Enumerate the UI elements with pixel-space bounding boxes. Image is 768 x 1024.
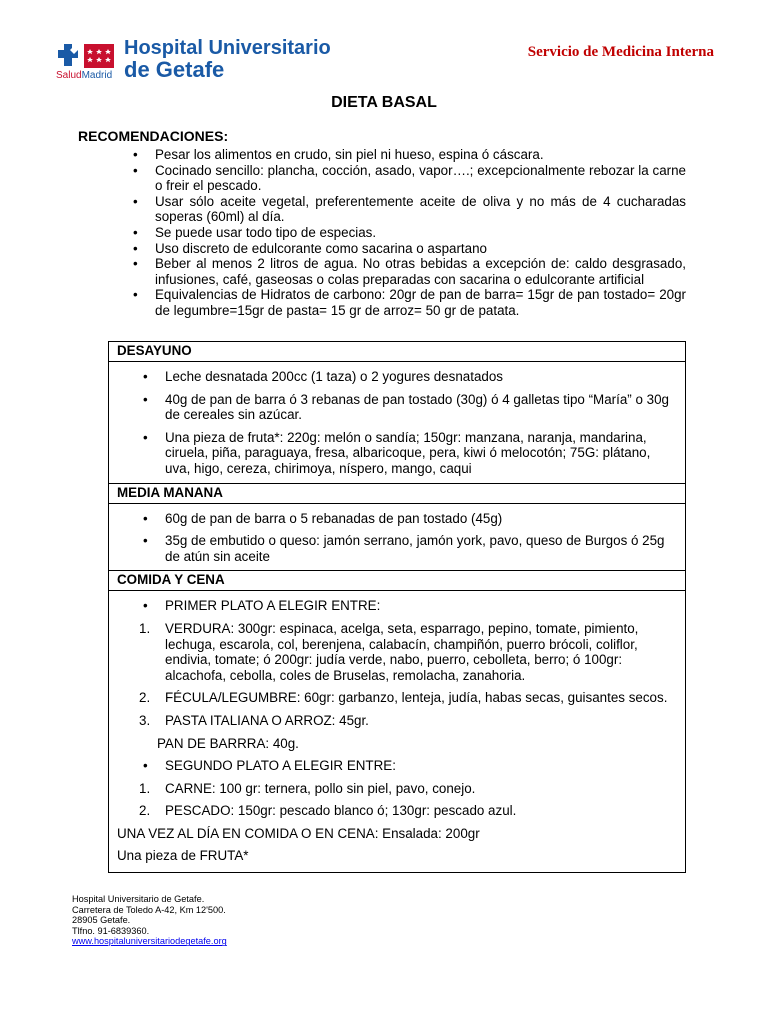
first-course-option [109,690,685,706]
breakfast-list [109,369,685,477]
option-number: 1. [139,780,151,796]
option-text: VERDURA: 300gr: espinaca, acelga, seta, esparrago, pepino, tomate, pimiento, lechuga, escarola, col, berenjena, calabacín, champiñón, puerro brócoli, coliflor, endivia, tomate; ó 200gr: judía verde, nabo, puerro, cebolleta, berro; ó 100gr: alcachofa, cebolla, coles de Bruselas, remolacha, zanahoria. [165,620,639,683]
hospital-name-line2: de Getafe [124,57,225,82]
recommendation-item: • Usar sólo aceite vegetal, preferentemente aceite de oliva y no más de 4 cucharadas soperas (60ml) al día. [133,194,686,225]
service-name: Servicio de Medicina Interna [527,44,714,60]
recommendation-item: • Uso discreto de edulcorante como sacarina o aspartano [133,241,686,257]
footer-line: 28905 Getafe. [72,915,131,926]
option-number: 3. [139,712,151,728]
second-course-label: • SEGUNDO PLATO A ELEGIR ENTRE: [109,758,685,774]
mid-morning-section [109,511,685,572]
recommendation-item: • Pesar los alimentos en crudo, sin piel ni hueso, espina ó cáscara. [133,147,686,163]
footer-line: Tlfno. 91-6839360. [72,925,150,936]
meal-plan-table [108,341,686,873]
recommendation-item: • Se puede usar todo tipo de especias. [133,225,686,241]
footer-line: Hospital Universitario de Getafe. [72,894,205,904]
salad-note: UNA VEZ AL DÍA EN COMIDA O EN CENA: Ensalada: 200gr [117,825,480,841]
option-text: PESCADO: 150gr: pescado blanco ó; 130gr: pescado azul. [165,803,517,819]
second-course-option [109,803,685,819]
lunch-dinner-heading: COMIDA Y CENA [109,571,685,591]
second-course-header [109,758,685,774]
option-number: 1. [139,620,151,636]
logo-text-madrid: Madrid [81,70,113,81]
hospital-website-link[interactable]: www.hospitaluniversitariodegetafe.org [72,936,227,947]
breakfast-item: • Leche desnatada 200cc (1 taza) o 2 yogures desnatados [109,369,685,385]
mid-morning-item: • 35g de embutido o queso: jamón serrano, jamón york, pavo, queso de Burgos ó 25g de atún sin aceite [109,533,685,564]
option-text: CARNE: 100 gr: ternera, pollo sin piel, pavo, conejo. [165,780,476,796]
fruit-note: Una pieza de FRUTA* [117,848,249,864]
mid-morning-heading: MEDIA MANANA [109,484,685,504]
first-course-option [109,621,685,683]
breakfast-item: • Una pieza de fruta*: 220g: melón o sandía; 150gr: manzana, naranja, mandarina, ciruela, piña, paraguaya, fresa, albaricoque, pera, kiwi ó melocotón; 75G: plátano, uva, higo, cereza, chirimoya, níspero, mango, caqui [109,430,685,477]
first-course-label: • PRIMER PLATO A ELEGIR ENTRE: [109,598,685,614]
lunch-dinner-section [109,598,685,872]
option-number: 2. [139,803,151,819]
page-title: DIETA BASAL [331,94,437,111]
salud-madrid-logo [56,40,118,80]
option-number: 2. [139,690,151,706]
recommendation-item: • Beber al menos 2 litros de agua. No otras bebidas a excepción de: caldo desgrasado, infusiones, café, gaseosas o colas preparadas con sacarina o edulcorante artificial [133,256,686,287]
first-course-option [109,713,685,729]
option-text: FÉCULA/LEGUMBRE: 60gr: garbanzo, lenteja, judía, habas secas, guisantes secos. [165,690,668,706]
logo-mark-icon [56,40,118,70]
recommendations-list [133,147,686,319]
breakfast-section [109,369,685,484]
breakfast-heading: DESAYUNO [109,342,685,362]
hospital-name-line1: Hospital Universitario [124,37,331,59]
recommendation-item: • Equivalencias de Hidratos de carbono: 20gr de pan de barra= 15gr de pan tostado= 20gr de legumbre=15gr de pasta= 15 gr de arroz= 50 gr de patata. [133,287,686,318]
hospital-name [124,37,331,81]
logo-caption [56,70,112,81]
footer-address [72,894,227,947]
bread-note: PAN DE BARRRA: 40g. [157,735,299,751]
logo-text-salud: Salud [56,70,82,81]
footer-line: Carretera de Toledo A-42, Km 12'500. [72,904,226,915]
mid-morning-item: • 60g de pan de barra o 5 rebanadas de pan tostado (45g) [109,511,685,527]
recommendations-heading: RECOMENDACIONES: [78,128,229,144]
recommendation-item: • Cocinado sencillo: plancha, cocción, asado, vapor….; excepcionalmente rebozar la carne o freir el pescado. [133,163,686,194]
mid-morning-list [109,511,685,565]
option-text: PASTA ITALIANA O ARROZ: 45gr. [165,712,369,728]
first-course-header [109,598,685,614]
second-course-option [109,781,685,797]
breakfast-item: • 40g de pan de barra ó 3 rebanas de pan tostado (30g) ó 4 galletas tipo “María” o 30g de cereales sin azúcar. [109,392,685,423]
